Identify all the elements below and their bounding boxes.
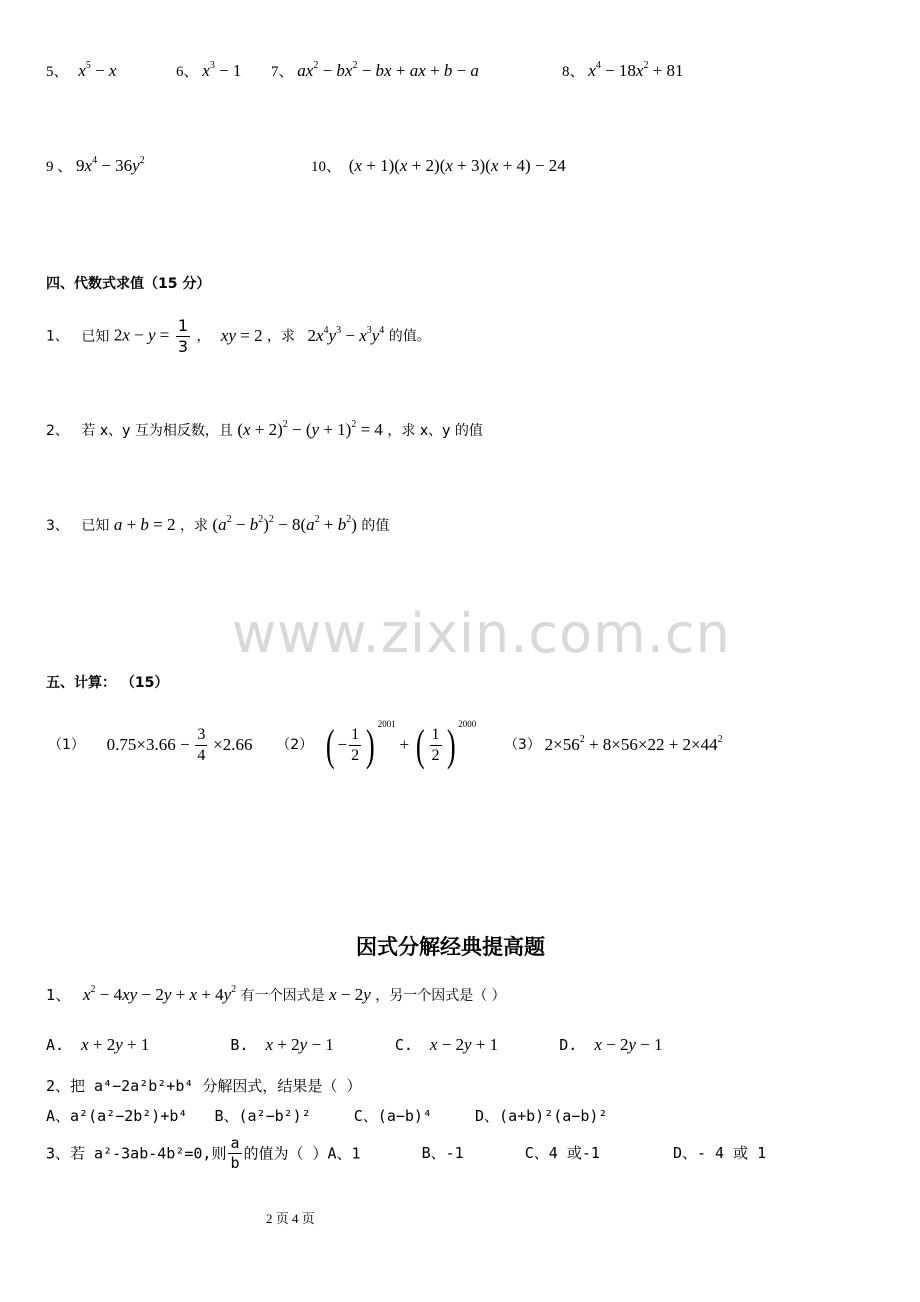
question-text: 已知 — [81, 518, 110, 534]
target-expression: $2x^4y^3 - x^3y^4$ — [307, 324, 385, 345]
question-text-end: ，求 x、y 的值 — [387, 423, 483, 439]
fraction-denominator: 3 — [177, 337, 188, 356]
question-number: 2、 — [46, 423, 69, 439]
expression: $x^5 - x$ — [78, 60, 117, 80]
fraction-numerator: 1 — [430, 727, 442, 746]
option-expression: x + 2y − 1 — [265, 1035, 334, 1054]
fraction-denominator: 2 — [351, 747, 360, 765]
ask-suffix: 的值。 — [388, 328, 431, 345]
question-text: 有一个因式是 — [240, 988, 325, 1004]
left-paren: ( — [415, 720, 425, 770]
section-6-question-1 — [46, 986, 506, 1005]
problem-9 — [46, 157, 145, 176]
exponent: 2001 — [377, 719, 396, 729]
page-footer: 2 页 4 页 — [266, 1211, 315, 1226]
fraction-numerator: 3 — [195, 727, 207, 746]
question-text-end: 的值 — [361, 518, 390, 534]
computation-3-expr: $2\times 56^2 + 8\times 56\times 22 + 2\times 44^2$ — [544, 734, 723, 755]
option-expression: x + 2y + 1 — [81, 1035, 150, 1054]
section-4-question-1 — [46, 318, 431, 355]
fraction-numerator: 1 — [177, 316, 188, 335]
fraction-numerator: a — [230, 1134, 240, 1152]
ask-label: ，求 — [267, 328, 296, 345]
option-c[interactable] — [395, 1036, 507, 1054]
condition-expression: a + b = 2 — [113, 515, 176, 534]
section-5-computations — [48, 720, 723, 770]
computation-2-number: （2） — [276, 736, 314, 753]
question-text-mid: ，求 — [179, 518, 208, 534]
problem-7 — [271, 62, 479, 81]
option-label: C. — [394, 1036, 413, 1054]
fraction-three-quarters — [195, 727, 207, 764]
problem-5 — [46, 62, 116, 81]
computation-1-expr-b: ×2.66 — [213, 735, 253, 755]
question-number: 3、 — [46, 518, 69, 534]
problem-8 — [562, 62, 684, 81]
right-paren: ) — [446, 720, 456, 770]
question-text: 3、若 a²-3ab-4b²=0,则 — [46, 1144, 227, 1163]
option-a[interactable] — [46, 1036, 158, 1054]
option-a[interactable]: A、a²(a²−2b²)+b⁴ — [46, 1107, 188, 1125]
option-c[interactable]: C、4 或-1 — [524, 1144, 600, 1163]
problem-10 — [311, 157, 566, 176]
plus-sign: + — [399, 735, 410, 755]
minus-sign: − — [337, 735, 348, 755]
expression: (x + 1)(x + 2)(x + 3)(x + 4) − 24 — [348, 156, 566, 175]
given-label: 已知 — [81, 328, 110, 345]
computation-1-expr-a: 0.75×3.66 − — [106, 735, 190, 755]
section-6-question-2: 2、把 a⁴−2a²b²+b⁴ 分解因式，结果是（ ） — [46, 1077, 362, 1095]
problem-number: 7、 — [271, 64, 294, 80]
condition-expression: $(x + 2)^2 - (y + 1)^2 = 4$ — [237, 419, 383, 439]
option-b[interactable] — [230, 1036, 342, 1054]
option-d[interactable] — [559, 1036, 662, 1054]
fraction-one-half — [430, 727, 442, 764]
option-label: A. — [46, 1036, 65, 1054]
question-number: 1、 — [46, 986, 71, 1004]
option-d[interactable]: D、- 4 或 1 — [672, 1144, 767, 1163]
expression: $ax^2 - bx^2$ − bx + ax + b − a — [297, 60, 479, 80]
right-paren: ) — [366, 720, 375, 770]
option-expression: x − 2y − 1 — [594, 1035, 663, 1054]
problem-6 — [176, 62, 241, 81]
section-4-question-2 — [46, 421, 483, 440]
question-text: 若 x、y 互为相反数，且 — [81, 423, 233, 439]
section-5-heading: 五、计算： （15） — [46, 675, 169, 691]
fraction-denominator: 2 — [431, 747, 440, 765]
section-4-question-3 — [46, 516, 389, 535]
section-6-question-1-options — [46, 1036, 663, 1055]
fraction-numerator: 1 — [349, 727, 361, 746]
question-number: 1、 — [46, 328, 69, 345]
problem-number: 9 、 — [46, 159, 73, 175]
watermark: www.zixin.com.cn — [232, 602, 731, 665]
fraction-one-third — [176, 318, 190, 355]
separator: ， — [196, 328, 211, 345]
left-paren: ( — [325, 720, 335, 770]
known-factor: x − 2y — [329, 985, 371, 1004]
computation-1-number: （1） — [48, 736, 85, 753]
section-6-question-3 — [46, 1136, 766, 1171]
condition-expression: 2x − y = — [113, 325, 170, 345]
option-d[interactable]: D、(a+b)²(a−b)² — [475, 1107, 608, 1125]
computation-3-number: （3） — [503, 736, 541, 753]
section-6-title: 因式分解经典提高题 — [356, 935, 545, 959]
option-expression: x − 2y + 1 — [429, 1035, 499, 1054]
fraction-a-over-b — [228, 1136, 241, 1171]
section-4-heading: 四、代数式求值（15 分） — [46, 276, 211, 292]
problem-number: 5、 — [46, 64, 69, 80]
question-text-end: 的值为（ ）A、1 — [243, 1144, 361, 1163]
option-b[interactable]: B、-1 — [421, 1144, 464, 1163]
target-expression: $(a^2 - b^2)^2 - 8(a^2 + b^2)$ — [212, 514, 357, 534]
expression: $x^3 - 1$ — [202, 60, 242, 80]
fraction-one-half — [349, 727, 361, 764]
problem-number: 6、 — [176, 64, 199, 80]
problem-number: 8、 — [562, 64, 585, 80]
expression: $x^4 - 18x^2 + 81$ — [588, 60, 684, 80]
condition-2: xy = 2 — [220, 325, 263, 345]
question-text-end: ，另一个因式是（ ） — [375, 988, 506, 1004]
option-label: D. — [559, 1036, 578, 1054]
expression: $9x^4 - 36y^2$ — [76, 155, 145, 175]
section-6-question-2-options — [46, 1108, 607, 1125]
polynomial-expression: $x^2 - 4xy - 2y + x + 4y^2$ — [83, 984, 237, 1004]
problem-number: 10、 — [311, 159, 342, 175]
exponent: 2000 — [458, 719, 477, 729]
fraction-denominator: b — [230, 1154, 240, 1172]
option-b[interactable]: B、(a²−b²)² — [214, 1107, 311, 1125]
fraction-denominator: 4 — [197, 747, 206, 765]
option-label: B. — [230, 1036, 249, 1054]
option-c[interactable]: C、(a−b)⁴ — [353, 1107, 432, 1125]
